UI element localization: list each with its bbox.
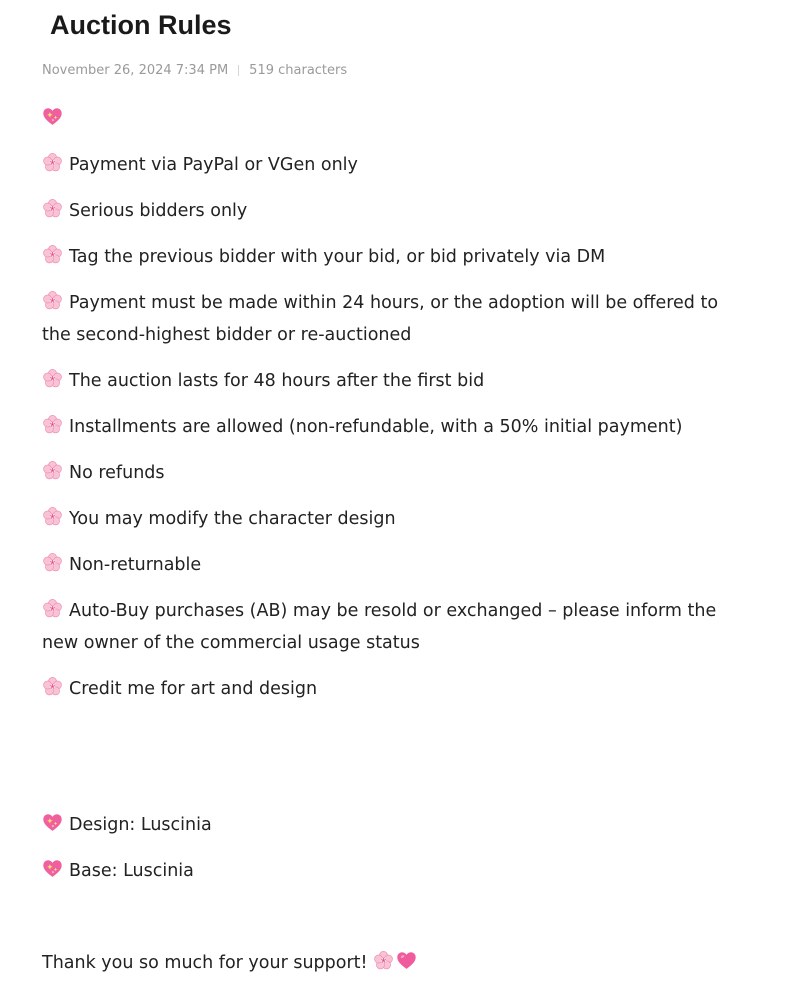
credit-design-text: Design: Luscinia bbox=[69, 815, 212, 835]
note-date: November 26, 2024 7:34 PM bbox=[42, 63, 229, 78]
note-title[interactable]: Auction Rules bbox=[50, 10, 232, 40]
rule-item bbox=[42, 411, 742, 443]
rule-item bbox=[42, 365, 742, 397]
rule-text: Payment must be made within 24 hours, or the adoption will be offered to the second-highest bidder or re-auctioned bbox=[42, 293, 719, 345]
intro-line bbox=[42, 103, 742, 135]
note-meta bbox=[42, 63, 347, 78]
blank-space bbox=[42, 719, 742, 809]
note-char-count: 519 characters bbox=[249, 63, 348, 78]
rule-text: Serious bidders only bbox=[69, 201, 248, 221]
rule-text: Payment via PayPal or VGen only bbox=[69, 155, 358, 175]
rule-text: Installments are allowed (non-refundable, with a 50% initial payment) bbox=[69, 417, 683, 437]
rule-text: Tag the previous bidder with your bid, or bid privately via DM bbox=[69, 247, 606, 267]
sparkling-heart-icon bbox=[42, 858, 63, 879]
cherry-blossom-icon bbox=[42, 414, 63, 435]
cherry-blossom-icon bbox=[373, 950, 394, 971]
credit-base-text: Base: Luscinia bbox=[69, 861, 194, 881]
rule-item bbox=[42, 549, 742, 581]
rule-item bbox=[42, 149, 742, 181]
cherry-blossom-icon bbox=[42, 198, 63, 219]
rule-text: You may modify the character design bbox=[69, 509, 396, 529]
cherry-blossom-icon bbox=[42, 676, 63, 697]
rule-item bbox=[42, 457, 742, 489]
cherry-blossom-icon bbox=[42, 368, 63, 389]
rule-item bbox=[42, 503, 742, 535]
rule-item bbox=[42, 595, 742, 659]
rule-text: Non-returnable bbox=[69, 555, 202, 575]
credit-base bbox=[42, 855, 742, 887]
closing-line bbox=[42, 947, 742, 979]
cherry-blossom-icon bbox=[42, 244, 63, 265]
cherry-blossom-icon bbox=[42, 152, 63, 173]
cherry-blossom-icon bbox=[42, 506, 63, 527]
pink-heart-icon bbox=[396, 950, 417, 971]
credit-design bbox=[42, 809, 742, 841]
rule-item bbox=[42, 673, 742, 705]
closing-text: Thank you so much for your support! bbox=[42, 953, 368, 973]
rule-text: The auction lasts for 48 hours after the first bid bbox=[69, 371, 485, 391]
sparkling-heart-icon bbox=[42, 106, 63, 127]
blank-space bbox=[42, 901, 742, 947]
rule-item bbox=[42, 287, 742, 351]
rule-text: Auto-Buy purchases (AB) may be resold or exchanged – please inform the new owner of the commercial usage status bbox=[42, 601, 717, 653]
cherry-blossom-icon bbox=[42, 598, 63, 619]
cherry-blossom-icon bbox=[42, 460, 63, 481]
meta-divider bbox=[238, 65, 239, 76]
cherry-blossom-icon bbox=[42, 290, 63, 311]
note-body[interactable] bbox=[42, 103, 742, 993]
rule-item bbox=[42, 195, 742, 227]
rule-text: Credit me for art and design bbox=[69, 679, 318, 699]
rule-text: No refunds bbox=[69, 463, 165, 483]
sparkling-heart-icon bbox=[42, 812, 63, 833]
cherry-blossom-icon bbox=[42, 552, 63, 573]
rule-item bbox=[42, 241, 742, 273]
